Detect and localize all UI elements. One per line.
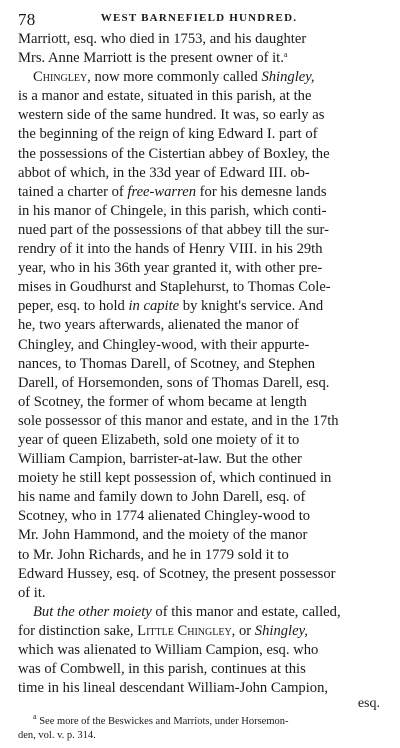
text-line xyxy=(18,49,380,68)
text-line xyxy=(18,603,380,622)
text-line: Marriott, esq. who died in 1753, and his daughter xyxy=(18,31,307,47)
text-segment: now more commonly called xyxy=(90,69,262,86)
term-free-warren: free-warren xyxy=(127,183,197,200)
text-line: Darell, of Horsemonden, sons of Thomas Darell, esq. xyxy=(18,374,330,391)
text-line xyxy=(18,183,380,202)
text-line: year of queen Elizabeth, sold one moiety of it to xyxy=(18,431,300,448)
text-line: sole possessor of this manor and estate, and in the 17th xyxy=(18,412,339,429)
text-segment: tained a charter of xyxy=(18,183,128,200)
page-number: 78 xyxy=(18,10,36,29)
term-in-capite: in capite xyxy=(128,298,180,315)
paragraph-little-chingley xyxy=(18,603,380,698)
text-line: western side of the same hundred. It was, so early as xyxy=(18,107,325,124)
text-line xyxy=(18,297,380,316)
place-name-shingley: Shingley, xyxy=(254,622,308,639)
text-line xyxy=(18,622,380,641)
lead-phrase: But the other moiety xyxy=(33,603,152,620)
text-segment: peper, esq. to hold xyxy=(18,298,129,315)
text-segment: or xyxy=(235,622,255,639)
paragraph-continued xyxy=(18,30,380,68)
text-line: Edward Hussey, esq. of Scotney, the present possessor xyxy=(18,565,336,582)
text-line: of Scotney, the former of whom became at length xyxy=(18,393,307,410)
text-line: nued part of the possessions of that abbey till the sur- xyxy=(18,221,329,238)
running-title: WEST BARNEFIELD HUNDRED. xyxy=(100,12,298,24)
text-line: the possessions of the Cistertian abbey of Boxley, the xyxy=(18,145,330,162)
footnote-reference: a xyxy=(283,50,288,60)
main-text xyxy=(18,30,380,698)
footnote-text: See more of the Beswickes and Marriots, under Horsemon- xyxy=(39,716,289,728)
text-line: to Mr. John Richards, and he in 1779 sold it to xyxy=(18,546,289,563)
text-line: Chingley, and Chingley-wood, with their appurte- xyxy=(18,336,310,353)
paragraph-chingley xyxy=(18,68,380,603)
text-line: Scotney, who in 1774 alienated Chingley-wood to xyxy=(18,508,311,525)
text-line: in his manor of Chingele, in this parish, which conti- xyxy=(18,202,327,219)
text-line: abbot of which, in the 33d year of Edward III. ob- xyxy=(18,164,310,181)
text-segment: for distinction sake, xyxy=(18,622,138,639)
text-segment: for his demesne lands xyxy=(196,183,327,200)
text-line: is a manor and estate, situated in this parish, at the xyxy=(18,88,312,105)
text-segment: by knight's service. And xyxy=(179,298,324,315)
text-segment: Mrs. Anne Marriott is the present owner of it. xyxy=(18,50,284,67)
footnote xyxy=(18,712,380,743)
footnote-line xyxy=(18,712,380,729)
text-line: moiety he still kept possession of, which continued in xyxy=(18,470,332,487)
text-line: year, who in his 36th year granted it, with other pre- xyxy=(18,260,323,277)
text-line: mises in Goudhurst and Staplehurst, to Thomas Cole- xyxy=(18,279,331,296)
place-name-little-chingley: Little Chingley, xyxy=(137,622,236,639)
text-line xyxy=(18,68,380,87)
text-line: time in his lineal descendant William-John Campion, xyxy=(18,680,329,697)
place-name-shingley: Shingley, xyxy=(261,69,315,86)
text-line: the beginning of the reign of king Edward I. part of xyxy=(18,126,318,143)
text-line: of it. xyxy=(18,584,46,601)
text-line: Mr. John Hammond, and the moiety of the manor xyxy=(18,527,308,544)
footnote-gap xyxy=(18,698,380,715)
text-line: William Campion, barrister-at-law. But the other xyxy=(18,451,302,468)
text-line: nances, to Thomas Darell, of Scotney, and Stephen xyxy=(18,355,316,372)
text-line: he, two years afterwards, alienated the manor of xyxy=(18,317,299,334)
text-line: which was alienated to William Campion, esq. who xyxy=(18,642,319,658)
text-line: was of Combwell, in this parish, continues at this xyxy=(18,661,306,678)
footnote-marker: a xyxy=(33,712,37,722)
text-line: his name and family down to John Darell, esq. of xyxy=(18,489,306,506)
page-header xyxy=(18,10,380,30)
book-page xyxy=(18,10,380,743)
text-line: rendry of it into the hands of Henry VIII. in his 29th xyxy=(18,241,323,258)
catchword: esq. xyxy=(357,696,380,711)
footnote-line: den, vol. v. p. 314. xyxy=(18,730,96,742)
text-segment: of this manor and estate, called, xyxy=(151,603,341,620)
place-name-chingley: Chingley, xyxy=(33,69,91,86)
